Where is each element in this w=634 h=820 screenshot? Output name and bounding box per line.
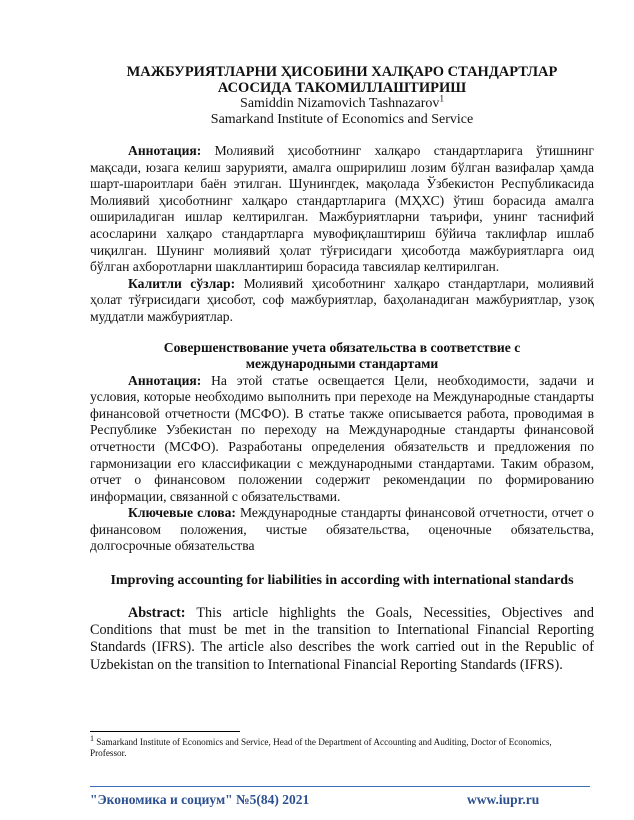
article-page [90,64,594,674]
uz-abstract-label: Аннотация: [128,143,202,158]
ru-abstract [90,373,594,506]
author-name [90,93,594,112]
author-footnote-mark[interactable]: 1 [439,93,444,104]
uz-keywords-text: Молиявий ҳисоботнинг халқаро стандартлари, молиявий ҳолат тўғрисидаги ҳисобот, соф мажбуриятлар, баҳоланадиган мажбуриятлар, узоқ муддатли мажбуриятлар. [90,275,594,324]
footnote-mark: 1 [90,733,94,743]
en-abstract-label: Abstract: [128,605,186,622]
journal-url-link[interactable]: www.iupr.ru [467,792,540,807]
footer-divider [90,786,590,787]
ru-title [90,340,594,373]
en-title: Improving accounting for liabilities in according with international standards [110,573,574,589]
uz-keywords [90,276,594,326]
ru-keywords [90,505,594,555]
ru-title-line1: Совершенствование учета обязательства в соответствие с [163,339,521,355]
uz-title [90,64,594,96]
author-text: Samiddin Nizamovich Tashnazarov [240,96,440,111]
en-abstract-text: This article highlights the Goals, Necessities, Objectives and Conditions that must be met in the transition to International Financial Reporting Standards (IFRS). The article also describes the work carried out in the Republic of Uzbekistan on the transition to International Financial Reporting Standards (IFRS). [90,605,594,673]
en-abstract [90,605,594,674]
ru-keywords-text: Международные стандарты финансовой отчетности, отчет о финансовом положения, чистые обязательства, оценочные обязательства, долгосрочные обязательства [90,505,594,554]
footnote-text: Samarkand Institute of Economics and Service, Head of the Department of Accounting and Auditing, Doctor of Economics, Professor. [90,737,552,758]
ru-keywords-label: Ключевые слова: [128,505,236,521]
footnote [90,733,590,759]
uz-keywords-label: Калитли сўзлар: [128,275,236,291]
ru-title-line2: международными стандартами [245,356,439,372]
uz-title-line2: АСОСИДА ТАКОМИЛЛАШТИРИШ [217,80,467,96]
journal-name: "Экономика и социум" №5(84) 2021 [90,792,310,807]
author-institution: Samarkand Institute of Economics and Service [210,112,474,127]
ru-abstract-text: На этой статье освещается Цели, необходимости, задачи и условия, которые необходимо выполнить при переходе на Международные стандарты финансовой отчетности (МСФО). В статье также описывается работа, проводимая в Республике Узбекистан по переходу на Международные стандарты финансовой отчетности (МСФО). Разработаны определения обязательств и предложения по гармонизации его классификации с международными стандартами. Таким образом, отчет о финансовом положении содержит рекомендации по формированию информации, связанной с обязательствами. [90,372,594,504]
uz-abstract-text: Молиявий ҳисоботнинг халқаро стандартларига ўтишнинг мақсади, юзага келиш зарурияти, амалга ошририлиш лозим бўлган вазифалар ҳамда шарт-шароитлари баён этилган. Шунингдек, мақолада Ўзбекистон Республикасида Молиявий ҳисоботнинг халқаро стандартларига (МҲХС) ўтиш борасида амалга ошириладиган ишлар келтирилган. Мажбуриятларни таърифи, унинг таснифий асосларини халқаро стандартларга мувофиқлаштириш бўйича таклифлар ишлаб чиқилган. Шунинг молиявий ҳолат тўғрисидаги ҳисоботда мажбуриятларга оид бўлган ахборотларни шакллантириш борасида тавсиялар келтирилган. [90,143,594,275]
uz-abstract [90,143,594,276]
ru-abstract-label: Аннотация: [128,372,202,388]
uz-title-line1: МАЖБУРИЯТЛАРНИ ҲИСОБИНИ ХАЛҚАРО СТАНДАРТЛАР [126,64,558,80]
footnote-divider [90,731,240,732]
